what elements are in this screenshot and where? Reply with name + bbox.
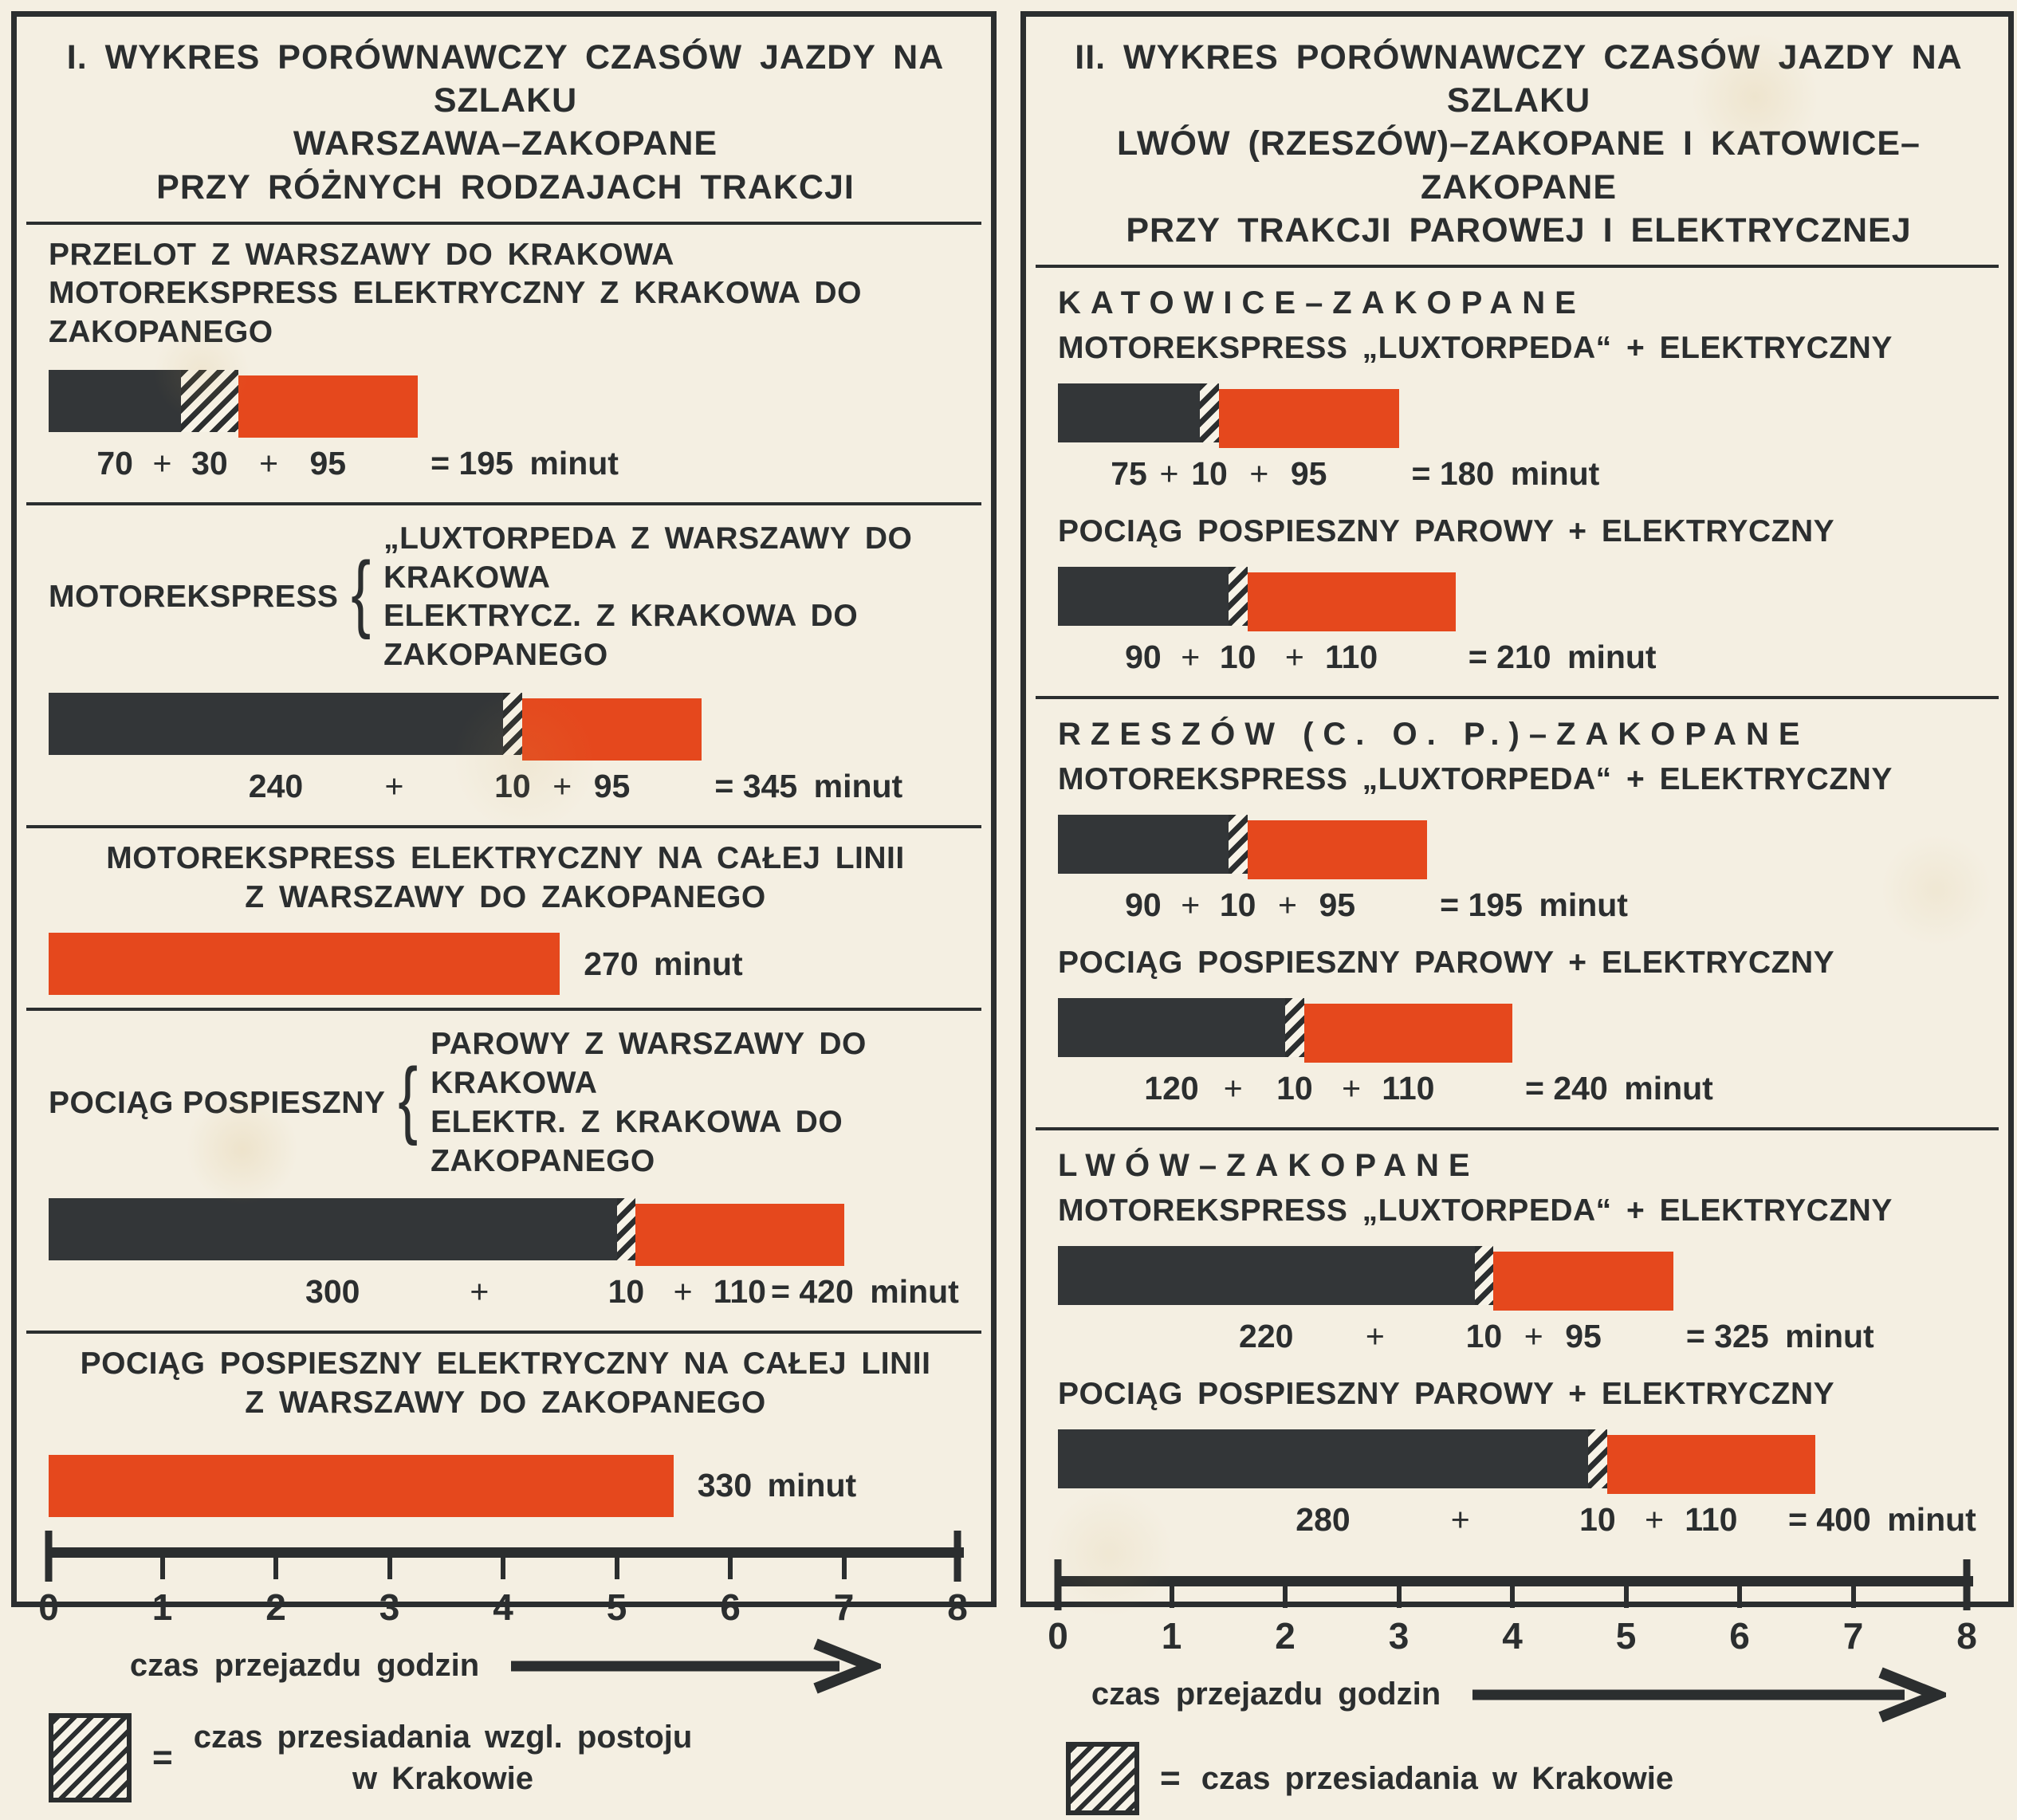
axis-tick	[1397, 1586, 1402, 1608]
equation-term: 280	[1296, 1500, 1351, 1538]
plus-sign: +	[1277, 886, 1297, 923]
equation-term: 110	[713, 1273, 766, 1311]
service-label: POCIĄG POSPIESZNY PAROWY + ELEKTRYCZNY	[1058, 513, 1835, 548]
plus-sign: +	[384, 767, 404, 804]
route-name: LWÓW–ZAKOPANE	[1058, 1147, 1480, 1183]
separator	[26, 502, 981, 505]
separator	[1036, 696, 1999, 699]
equation-term: 95	[593, 767, 631, 804]
bar-segment-hatch	[1285, 998, 1304, 1057]
equation-total: = 420 minut	[771, 1273, 959, 1311]
bar-segment-black	[49, 693, 503, 755]
axis-tick	[160, 1558, 165, 1579]
legend-line: czas przesiadania wzgl. postoju	[193, 1719, 693, 1755]
equation-term: 10	[494, 767, 531, 804]
stacked-bar-lwow-pospieszny	[1058, 1429, 1980, 1488]
equation-term: 10	[1219, 638, 1256, 675]
heading-label: MOTOREKSPRESS	[49, 580, 339, 615]
axis-tick	[728, 1558, 733, 1579]
plus-sign: +	[152, 444, 172, 482]
axis-tick	[501, 1558, 505, 1579]
bar-segment-red	[49, 1455, 674, 1517]
axis-caption: czas przejazdu godzin	[1091, 1677, 1441, 1712]
stacked-bar-rzeszow-motorekspress	[1058, 815, 1980, 874]
bar-segment-black	[1058, 1429, 1588, 1488]
bar-segment-black	[49, 370, 181, 432]
bar-segment-hatch	[503, 693, 522, 755]
axis-tick	[1737, 1586, 1742, 1608]
bar-segment-black	[1058, 998, 1285, 1057]
panel-2-title-line-2: LWÓW (RZESZÓW)–ZAKOPANE I KATOWICE–ZAKOPANE	[1117, 124, 1921, 206]
equation-term: 30	[191, 444, 228, 482]
equation-term: 95	[1565, 1317, 1602, 1354]
axis-tick	[1964, 1559, 1971, 1610]
bar-value-label: 330 minut	[697, 1467, 857, 1504]
axis-tick	[842, 1558, 847, 1579]
equation-total: = 400 minut	[1788, 1500, 1976, 1538]
stacked-bar-motorekspress	[49, 693, 962, 755]
route-lwow-zakopane	[1058, 1135, 1980, 1554]
equation-rzeszow-motorekspress	[1058, 886, 1980, 931]
plus-sign: +	[1450, 1500, 1470, 1538]
panel-1-title-line-1: I. WYKRES PORÓWNAWCZY CZASÓW JAZDY NA SZLAKU	[66, 38, 945, 120]
equation-total: = 195 minut	[431, 444, 619, 482]
legend-transfer-time	[1066, 1742, 1980, 1820]
equation-total: = 325 minut	[1685, 1317, 1874, 1354]
stacked-bar-rzeszow-pospieszny	[1058, 998, 1980, 1057]
axis-tick-label: 2	[265, 1586, 286, 1628]
axis-caption-row	[49, 1637, 962, 1696]
plus-sign: +	[1645, 1500, 1665, 1538]
axis-tick	[615, 1558, 619, 1579]
equation-pociag-pospieszny	[49, 1273, 962, 1318]
bar-segment-red	[238, 375, 419, 438]
route-rzeszow-zakopane	[1058, 704, 1980, 1122]
separator	[26, 222, 981, 225]
heading-line: PRZELOT Z WARSZAWY DO KRAKOWA	[49, 237, 674, 272]
legend-transfer-time	[49, 1713, 962, 1807]
arrow-right-icon	[506, 1637, 881, 1695]
section-przelot-warszawa-krakow	[49, 230, 962, 497]
section-motorekspress-luxtorpeda	[49, 510, 962, 820]
equation-term: 10	[1191, 454, 1228, 492]
axis-and-legend	[1048, 1554, 1980, 1820]
equation-term: 10	[1276, 1069, 1313, 1107]
plus-sign: +	[1524, 1317, 1543, 1354]
bar-segment-red	[1607, 1435, 1815, 1494]
bar-segment-red	[1304, 1004, 1512, 1063]
plus-sign: +	[1365, 1317, 1385, 1354]
plus-sign: +	[1249, 454, 1269, 492]
service-label: MOTOREKSPRESS „LUXTORPEDA“ + ELEKTRYCZNY	[1058, 330, 1893, 365]
brace-lines	[431, 1025, 962, 1181]
route-name: KATOWICE–ZAKOPANE	[1058, 285, 1586, 320]
equation-motorekspress	[49, 768, 962, 812]
axis-and-legend	[38, 1525, 968, 1807]
heading-line: MOTOREKSPRESS ELEKTRYCZNY Z KRAKOWA DO ZAKOPANEGO	[49, 276, 862, 350]
equation-term: 120	[1144, 1069, 1199, 1107]
bar-segment-red	[1493, 1252, 1673, 1311]
separator	[26, 825, 981, 828]
axis-tick-label: 4	[493, 1586, 513, 1628]
equation-katowice-pospieszny	[1058, 639, 1980, 683]
axis-tick-label: 3	[379, 1586, 400, 1628]
equation-term: 220	[1239, 1317, 1294, 1354]
brace-glyph: {	[398, 1050, 419, 1146]
axis-tick-label: 7	[833, 1586, 855, 1628]
axis-tick-label: 4	[1502, 1614, 1523, 1657]
panel-2-title-line-1: II. WYKRES PORÓWNAWCZY CZASÓW JAZDY NA SZLAKU	[1075, 38, 1963, 120]
section-heading	[49, 839, 962, 918]
axis-tick	[954, 1531, 961, 1582]
separator	[1036, 1127, 1999, 1130]
legend-line: czas przesiadania w Krakowie	[1201, 1760, 1674, 1796]
bar-segment-hatch	[1229, 815, 1248, 874]
plus-sign: +	[552, 767, 572, 804]
equation-term: 10	[1219, 886, 1256, 923]
section-motorekspress-elektryczny	[49, 833, 962, 1004]
equation-katowice-motorekspress	[1058, 455, 1980, 500]
bar-row	[49, 933, 962, 995]
plus-sign: +	[1181, 638, 1201, 675]
bar-segment-red	[1248, 572, 1456, 631]
plus-sign: +	[1342, 1069, 1362, 1107]
stacked-bar-katowice-pospieszny	[1058, 567, 1980, 626]
equation-total: = 180 minut	[1411, 454, 1600, 492]
plus-sign: +	[1181, 886, 1201, 923]
bar-row	[49, 1455, 962, 1517]
legend-text	[194, 1716, 693, 1799]
equation-total: = 210 minut	[1468, 638, 1657, 675]
axis-tick-label: 8	[1956, 1614, 1977, 1657]
route-name: RZESZÓW (C. O. P.)–ZAKOPANE	[1058, 716, 1810, 752]
bar-segment-black	[49, 1198, 617, 1260]
equation-term: 10	[607, 1273, 645, 1311]
section-heading	[49, 520, 962, 675]
stacked-bar-lwow-motorekspress	[1058, 1246, 1980, 1305]
stacked-bar-katowice-motorekspress	[1058, 383, 1980, 442]
heading-line: Z WARSZAWY DO ZAKOPANEGO	[245, 1386, 766, 1421]
axis-caption: czas przejazdu godzin	[129, 1648, 480, 1684]
route-katowice-zakopane	[1058, 273, 1980, 691]
bar-motorekspress-elektryczny	[49, 933, 560, 995]
bar-segment-black	[1058, 815, 1229, 874]
plus-sign: +	[1159, 454, 1179, 492]
axis-tick	[387, 1558, 392, 1579]
equation-total: = 345 minut	[714, 767, 903, 804]
panel-warszawa-zakopane	[11, 11, 997, 1796]
brace-lines	[383, 520, 962, 675]
bar-segment-black	[1058, 567, 1229, 626]
axis-tick	[273, 1558, 278, 1579]
axis-tick	[1055, 1559, 1062, 1610]
bar-segment-red	[635, 1204, 843, 1266]
panel-lwow-katowice-zakopane	[1020, 11, 2014, 1798]
bar-value-label: 270 minut	[584, 945, 743, 982]
bar-segment-red	[49, 933, 560, 995]
equation-term: 110	[1685, 1500, 1738, 1538]
equation-term: 95	[1290, 454, 1327, 492]
axis-line	[1058, 1576, 1973, 1586]
separator	[26, 1331, 981, 1334]
panel-1-title	[49, 25, 962, 217]
equals-sign: =	[152, 1737, 173, 1777]
equation-term: 300	[305, 1273, 360, 1311]
plus-sign: +	[1223, 1069, 1243, 1107]
bar-segment-hatch	[1588, 1429, 1607, 1488]
section-pociag-pospieszny-elektryczny	[49, 1338, 962, 1525]
section-heading	[49, 1345, 962, 1423]
equation-term: 95	[309, 444, 347, 482]
axis-tick	[1283, 1586, 1288, 1608]
section-pociag-pospieszny	[49, 1016, 962, 1326]
panel-1-title-line-2: WARSZAWA–ZAKOPANE	[293, 124, 718, 163]
section-heading	[49, 236, 962, 352]
equation-rzeszow-pospieszny	[1058, 1070, 1980, 1114]
heading-line: POCIĄG POSPIESZNY ELEKTRYCZNY NA CAŁEJ LINII	[80, 1346, 931, 1382]
axis-tick	[1851, 1586, 1856, 1608]
heading-line: PAROWY Z WARSZAWY DO KRAKOWA	[431, 1027, 867, 1101]
equation-total: = 195 minut	[1440, 886, 1628, 923]
axis-tick	[1624, 1586, 1629, 1608]
equation-term: 240	[248, 767, 304, 804]
axis-tick-label: 1	[1161, 1614, 1182, 1657]
hours-axis	[38, 1533, 968, 1630]
axis-tick-label: 5	[606, 1586, 627, 1628]
equation-lwow-motorekspress	[1058, 1318, 1980, 1362]
axis-tick	[45, 1531, 53, 1582]
axis-tick-label: 0	[38, 1586, 59, 1628]
equation-term: 110	[1325, 638, 1378, 675]
brace-glyph: {	[351, 544, 372, 641]
bar-segment-hatch	[1475, 1246, 1494, 1305]
axis-tick-label: 0	[1048, 1614, 1068, 1657]
bar-segment-hatch	[1229, 567, 1248, 626]
heading-line: Z WARSZAWY DO ZAKOPANEGO	[245, 879, 766, 914]
plus-sign: +	[673, 1273, 693, 1311]
axis-line	[49, 1547, 964, 1558]
axis-tick-label: 8	[947, 1586, 968, 1628]
panel-2-title	[1058, 25, 1980, 260]
equation-term: 90	[1125, 638, 1162, 675]
bar-segment-red	[522, 698, 702, 761]
equation-term: 10	[1579, 1500, 1616, 1538]
equation-lwow-pospieszny	[1058, 1501, 1980, 1546]
equation-total: = 240 minut	[1525, 1069, 1713, 1107]
equation-przelot	[49, 445, 962, 489]
service-label: MOTOREKSPRESS „LUXTORPEDA“ + ELEKTRYCZNY	[1058, 1193, 1893, 1228]
bar-segment-black	[1058, 383, 1200, 442]
bar-segment-red	[1219, 389, 1399, 448]
bar-segment-hatch	[617, 1198, 636, 1260]
hatch-swatch-icon	[1066, 1742, 1139, 1815]
axis-tick-label: 7	[1842, 1614, 1864, 1657]
axis-tick-label: 6	[720, 1586, 741, 1628]
axis-tick-label: 2	[1275, 1614, 1296, 1657]
equation-term: 95	[1319, 886, 1356, 923]
heading-line: „LUXTORPEDA Z WARSZAWY DO KRAKOWA	[383, 521, 913, 595]
service-label: POCIĄG POSPIESZNY PAROWY + ELEKTRYCZNY	[1058, 1376, 1835, 1411]
separator	[1036, 265, 1999, 268]
panel-1-title-line-3: PRZY RÓŻNYCH RODZAJACH TRAKCJI	[156, 167, 855, 206]
plus-sign: +	[1284, 638, 1304, 675]
service-label: MOTOREKSPRESS „LUXTORPEDA“ + ELEKTRYCZNY	[1058, 761, 1893, 796]
heading-line: MOTOREKSPRESS ELEKTRYCZNY NA CAŁEJ LINII	[106, 840, 905, 875]
axis-tick-label: 6	[1729, 1614, 1750, 1657]
bar-segment-hatch	[181, 370, 238, 432]
stacked-bar-przelot	[49, 370, 962, 432]
hatch-swatch-icon	[49, 1713, 132, 1802]
arrow-right-icon	[1468, 1666, 1946, 1724]
equation-term: 75	[1111, 454, 1147, 492]
equation-term: 10	[1465, 1317, 1503, 1354]
axis-tick-label: 5	[1615, 1614, 1637, 1657]
equation-term: 90	[1125, 886, 1162, 923]
panel-2-title-line-3: PRZY TRAKCJI PAROWEJ I ELEKTRYCZNEJ	[1126, 210, 1912, 250]
axis-tick-label: 3	[1388, 1614, 1410, 1657]
axis-tick	[1170, 1586, 1174, 1608]
stacked-bar-pociag-pospieszny	[49, 1198, 962, 1260]
heading-line: ELEKTRYCZ. Z KRAKOWA DO ZAKOPANEGO	[383, 599, 859, 673]
bar-segment-red	[1248, 820, 1428, 879]
equals-sign: =	[1160, 1758, 1181, 1798]
legend-line: w Krakowie	[352, 1760, 534, 1796]
equation-term: 110	[1382, 1069, 1435, 1107]
service-label: POCIĄG POSPIESZNY PAROWY + ELEKTRYCZNY	[1058, 945, 1835, 980]
hours-axis	[1048, 1562, 1980, 1659]
bar-segment-hatch	[1200, 383, 1219, 442]
separator	[26, 1008, 981, 1011]
equation-term: 70	[96, 444, 133, 482]
section-heading	[49, 1025, 962, 1181]
bar-pociag-pospieszny-elektryczny	[49, 1455, 674, 1517]
bar-segment-black	[1058, 1246, 1475, 1305]
heading-label: POCIĄG POSPIESZNY	[49, 1085, 386, 1120]
heading-line: ELEKTR. Z KRAKOWA DO ZAKOPANEGO	[431, 1104, 843, 1178]
axis-tick	[1510, 1586, 1515, 1608]
plus-sign: +	[259, 444, 279, 482]
axis-caption-row	[1058, 1665, 1980, 1724]
plus-sign: +	[470, 1273, 490, 1311]
axis-tick-label: 1	[151, 1586, 173, 1628]
legend-text	[1201, 1758, 1673, 1799]
